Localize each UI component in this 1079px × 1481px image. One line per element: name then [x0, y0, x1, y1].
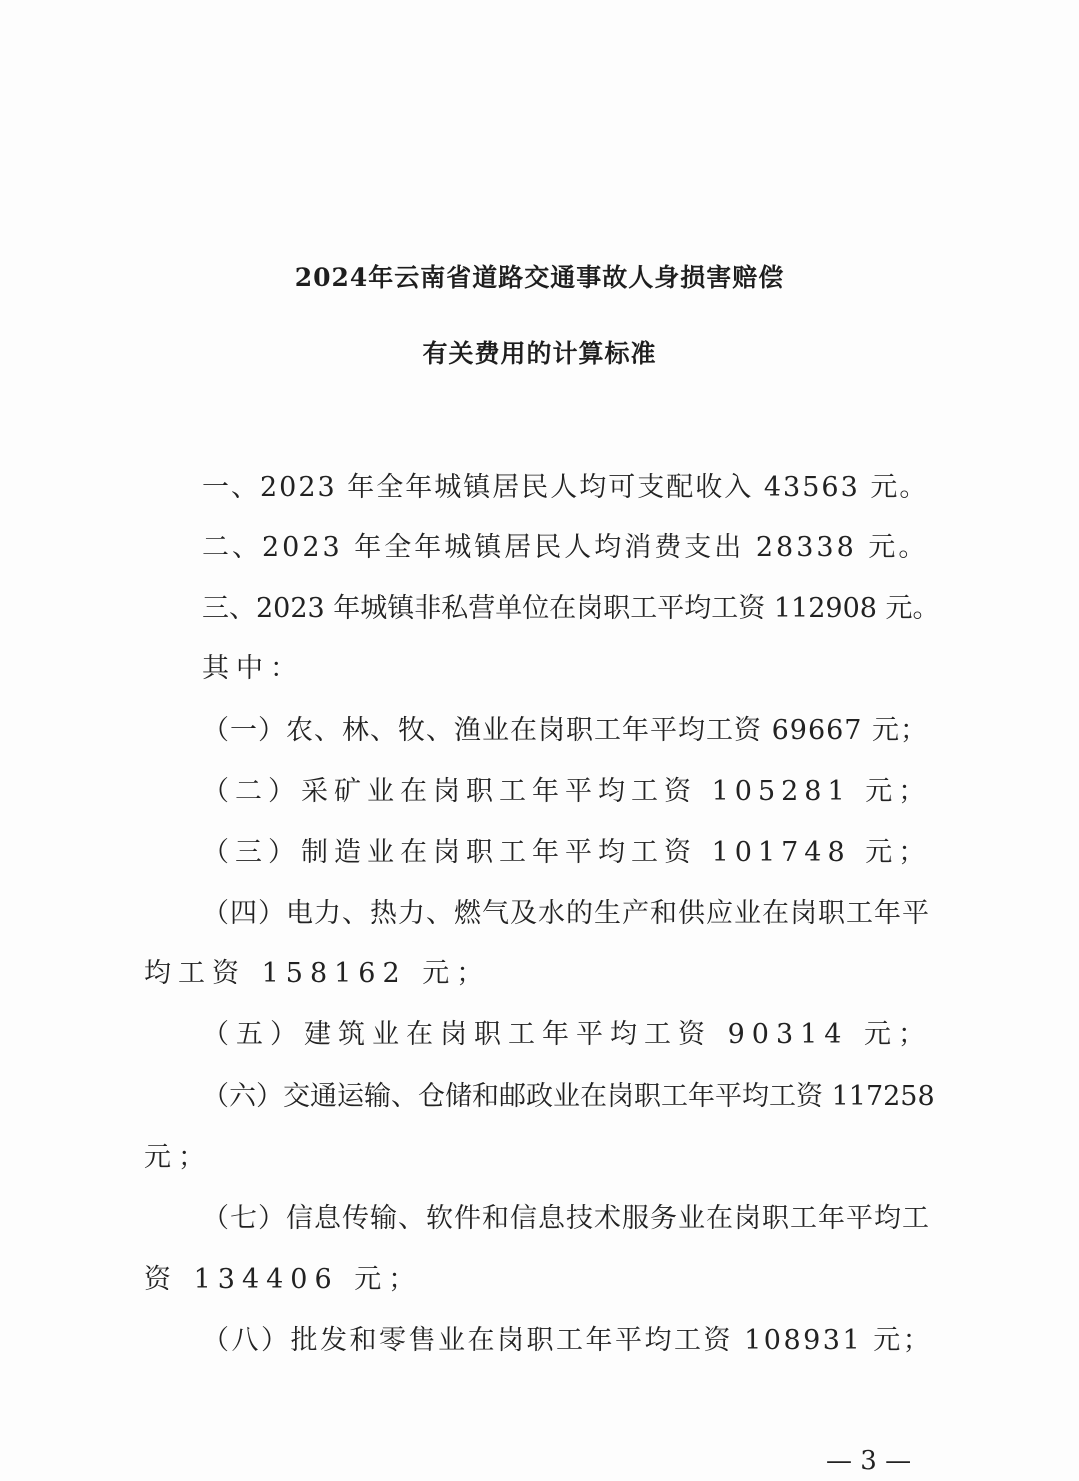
list-item-6-line-1: （六）交通运输、仓储和邮政业在岗职工年平均工资 117258 [202, 1081, 935, 1112]
list-item-1: （一）农、林、牧、渔业在岗职工年平均工资 69667 元； [202, 715, 929, 746]
list-item-3: （三）制造业在岗职工年平均工资 101748 元； [202, 837, 932, 868]
list-item-8: （八）批发和零售业在岗职工年平均工资 108931 元； [202, 1325, 933, 1356]
page-number-text: — 3 — [826, 1446, 912, 1476]
paragraph-subheading: 其中： [202, 653, 304, 684]
list-item-7-line-1: （七）信息传输、软件和信息技术服务业在岗职工年平均工 [202, 1203, 930, 1234]
list-item-4-line-1: （四）电力、热力、燃气及水的生产和供应业在岗职工年平 [202, 898, 930, 929]
list-item-7-line-2: 资 134406 元； [144, 1264, 423, 1295]
list-item-4-line-2: 均工资 158162 元； [144, 958, 491, 989]
paragraph-2: 二、2023 年全年城镇居民人均消费支出 28338 元。 [202, 532, 929, 563]
paragraph-3: 三、2023 年城镇非私营单位在岗职工平均工资 112908 元。 [202, 593, 940, 624]
list-item-2: （二）采矿业在岗职工年平均工资 105281 元； [202, 776, 932, 807]
document-title-line-1: 2024年云南省道路交通事故人身损害赔偿 [294, 263, 785, 292]
paragraph-1: 一、2023 年全年城镇居民人均可支配收入 43563 元。 [202, 472, 929, 503]
document-title-line-2: 有关费用的计算标准 [422, 339, 657, 368]
list-item-5: （五）建筑业在岗职工年平均工资 90314 元； [202, 1019, 933, 1050]
list-item-6-line-2: 元； [144, 1142, 212, 1173]
